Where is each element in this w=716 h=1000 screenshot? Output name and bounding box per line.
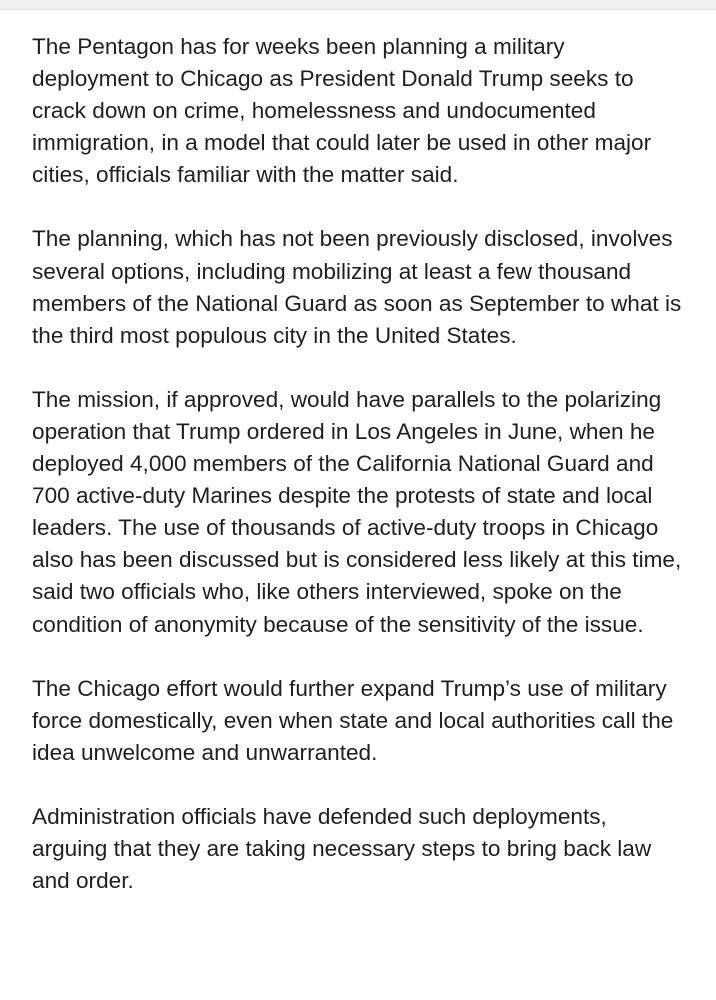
top-divider bbox=[0, 0, 716, 10]
article-body bbox=[32, 31, 684, 897]
article-paragraph-2: The planning, which has not been previously disclosed, involves several options, including mobilizing at least a few thousand members of the National Guard as soon as September to what is the third most populous city in the United States. bbox=[32, 226, 682, 348]
article-paragraph-1: The Pentagon has for weeks been planning a military deployment to Chicago as President Donald Trump seeks to crack down on crime, homelessness and undocumented immigration, in a model that could later be used in other major cities, officials familiar with the matter said. bbox=[32, 34, 652, 188]
article-paragraph-4: The Chicago effort would further expand Trump’s use of military force domestically, even when state and local authorities call the idea unwelcome and unwarranted. bbox=[32, 675, 674, 765]
article-paragraph-5: Administration officials have defended such deployments, arguing that they are taking necessary steps to bring back law and order. bbox=[32, 803, 652, 894]
article-paragraph-3: The mission, if approved, would have parallels to the polarizing operation that Trump ordered in Los Angeles in June, when he deployed 4,000 members of the California National Guard and 700 active-duty Marines despite the protests of state and local leaders. The use of thousands of active-duty troops in Chicago also has been discussed but is considered less likely at this time, said two officials who, like others interviewed, spoke on the condition of anonymity because of the sensitivity of the issue. bbox=[32, 386, 682, 637]
